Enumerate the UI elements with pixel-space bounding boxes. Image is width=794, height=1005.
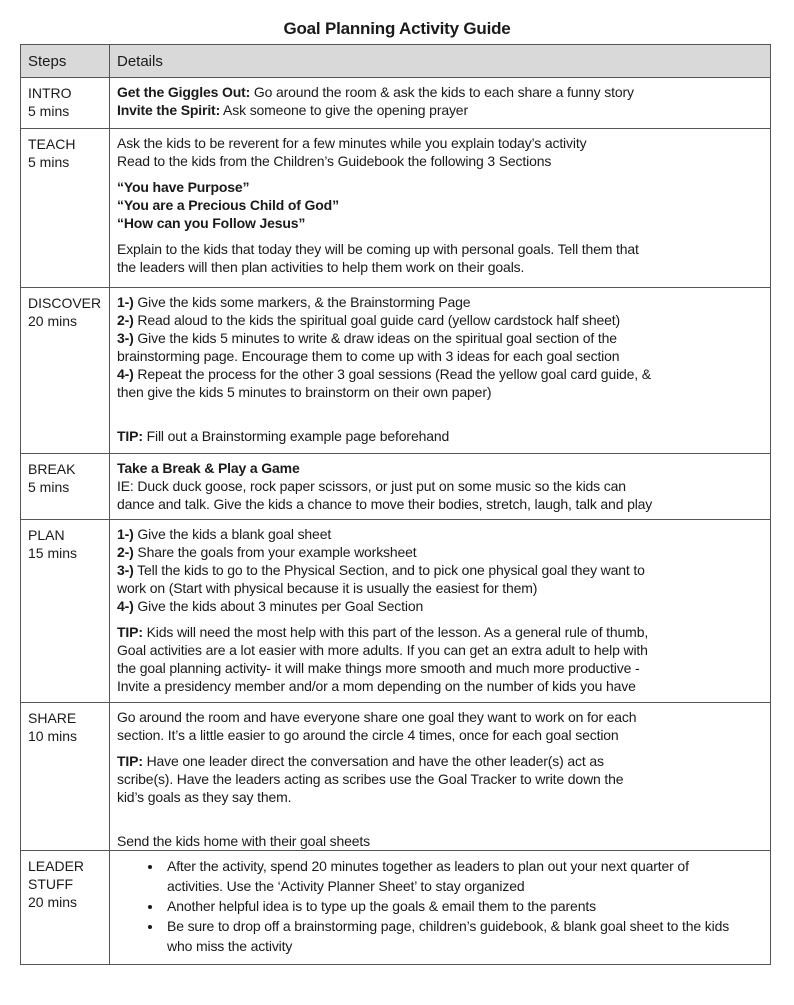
details-cell [110,520,771,703]
step-cell [21,129,110,288]
table-row [21,129,771,288]
step-label: 10 mins [28,728,78,744]
step-label: 20 mins [28,313,78,329]
detail-text: scribe(s). Have the leaders acting as scribes use the Goal Tracker to write down the [117,771,624,787]
detail-line [117,770,766,788]
activity-guide-table [20,44,771,965]
bold-label: 1-) [117,526,134,542]
detail-line [117,525,766,543]
detail-text: Kids will need the most help with this part of the lesson. As a general rule of thumb, [142,624,649,640]
step-cell [21,288,110,454]
detail-line [117,196,766,214]
detail-line [117,495,766,513]
table-row [21,703,771,851]
detail-line [117,427,766,445]
detail-line [117,258,766,276]
detail-paragraph [117,134,766,170]
detail-line [117,832,766,850]
header-steps: Steps [21,45,110,78]
detail-line [117,597,766,615]
bullet-item: • After the activity, spend 20 minutes together as leaders to plan out your next quarter of activities. Use the ‘Activity Planner Sheet’ to stay organized [163,856,737,896]
step-cell [21,78,110,129]
detail-line [117,579,766,597]
detail-line [117,641,766,659]
bold-label: “You have Purpose” [117,179,250,195]
detail-paragraph [117,832,766,850]
detail-line [117,477,766,495]
detail-text: then give the kids 5 minutes to brainstorm on their own paper) [117,384,492,400]
detail-line [117,83,766,101]
step-label: 15 mins [28,545,78,561]
bullet-list [117,856,766,956]
table-row [21,78,771,129]
step-label: DISCOVER [28,295,102,311]
step-label: BREAK [28,461,76,477]
detail-text: Go around the room & ask the kids to each share a funny story [250,84,634,100]
bold-label: Invite the Spirit: [117,102,221,118]
detail-text: kid’s goals as they say them. [117,789,292,805]
detail-text: Give the kids about 3 minutes per Goal Section [133,598,424,614]
bold-label: Take a Break & Play a Game [117,460,300,476]
detail-line [117,708,766,726]
details-cell [110,78,771,129]
detail-line [117,178,766,196]
bold-label: “How can you Follow Jesus” [117,215,306,231]
detail-line [117,659,766,677]
bold-label: TIP: [117,428,143,444]
step-label: 5 mins [28,154,70,170]
details-cell [110,851,771,965]
detail-line [117,240,766,258]
detail-line [117,459,766,477]
step-label: STUFF [28,876,74,892]
detail-paragraph [117,708,766,744]
detail-text: work on (Start with physical because it is usually the easiest for them) [117,580,538,596]
step-label: SHARE [28,710,77,726]
detail-line [117,152,766,170]
detail-line [117,561,766,579]
detail-line [117,365,766,383]
detail-line [117,311,766,329]
bold-label: 4-) [117,366,134,382]
detail-text: Explain to the kids that today they will be coming up with personal goals. Tell them that [117,241,639,257]
step-label: LEADER [28,858,85,874]
step-label: 20 mins [28,894,78,910]
step-label: TEACH [28,136,76,152]
detail-text: Fill out a Brainstorming example page beforehand [142,428,450,444]
detail-text: Go around the room and have everyone share one goal they want to work on for each [117,709,637,725]
detail-paragraph [117,83,766,119]
detail-paragraph [117,427,766,445]
step-label: 5 mins [28,103,70,119]
bold-label: TIP: [117,753,143,769]
table-row [21,520,771,703]
bold-label: 2-) [117,312,134,328]
detail-paragraph [117,459,766,513]
detail-paragraph [117,525,766,615]
step-cell [21,454,110,520]
detail-line [117,543,766,561]
bold-label: 3-) [117,330,134,346]
header-details: Details [110,45,771,78]
detail-text: Tell the kids to go to the Physical Section, and to pick one physical goal they want to [133,562,645,578]
detail-line [117,752,766,770]
table-row [21,288,771,454]
detail-paragraph [117,293,766,401]
detail-text: Have one leader direct the conversation and have the other leader(s) act as [142,753,604,769]
step-cell [21,851,110,965]
bold-label: 2-) [117,544,134,560]
bold-label: 1-) [117,294,134,310]
table-header-row [21,45,771,78]
detail-text: Ask someone to give the opening prayer [220,102,468,118]
detail-text: the goal planning activity- it will make things more smooth and much more productive - [117,660,640,676]
details-cell [110,454,771,520]
detail-text: Give the kids 5 minutes to write & draw ideas on the spiritual goal section of the [133,330,617,346]
detail-line [117,329,766,347]
detail-paragraph [117,752,766,806]
detail-text: Give the kids some markers, & the Brainstorming Page [133,294,471,310]
bullet-item: • Another helpful idea is to type up the goals & email them to the parents [163,896,737,916]
detail-paragraph [117,178,766,232]
detail-text: Goal activities are a lot easier with more adults. If you can get an extra adult to help with [117,642,648,658]
detail-line [117,347,766,365]
detail-line [117,677,766,695]
detail-text: Send the kids home with their goal sheets [117,833,371,849]
page-title: Goal Planning Activity Guide [283,19,511,38]
bold-label: 3-) [117,562,134,578]
detail-line [117,383,766,401]
detail-line [117,134,766,152]
bold-label: 4-) [117,598,134,614]
detail-text: Ask the kids to be reverent for a few minutes while you explain today’s activity [117,135,587,151]
detail-text: IE: Duck duck goose, rock paper scissors, or just put on some music so the kids can [117,478,626,494]
detail-line [117,214,766,232]
step-cell [21,703,110,851]
details-cell [110,129,771,288]
bold-label: Get the Giggles Out: [117,84,251,100]
detail-paragraph [117,240,766,276]
table-row [21,454,771,520]
detail-line [117,726,766,744]
detail-text: Read aloud to the kids the spiritual goal guide card (yellow cardstock half sheet) [133,312,621,328]
bold-label: “You are a Precious Child of God” [117,197,339,213]
detail-text: Share the goals from your example worksheet [133,544,417,560]
detail-line [117,293,766,311]
detail-paragraph [117,623,766,695]
detail-text: Read to the kids from the Children’s Guidebook the following 3 Sections [117,153,552,169]
step-label: 5 mins [28,479,70,495]
detail-text: Give the kids a blank goal sheet [133,526,332,542]
step-cell [21,520,110,703]
table-row [21,851,771,965]
bullet-item: • Be sure to drop off a brainstorming page, children’s guidebook, & blank goal sheet to the kids who miss the activity [163,916,737,956]
detail-text: dance and talk. Give the kids a chance to move their bodies, stretch, laugh, talk and play [117,496,653,512]
detail-text: Invite a presidency member and/or a mom depending on the number of kids you have [117,678,636,694]
detail-text: section. It’s a little easier to go around the circle 4 times, once for each goal section [117,727,619,743]
detail-text: Repeat the process for the other 3 goal sessions (Read the yellow goal card guide, & [133,366,651,382]
detail-text: brainstorming page. Encourage them to come up with 3 ideas for each goal section [117,348,620,364]
step-label: PLAN [28,527,65,543]
detail-line [117,788,766,806]
bold-label: TIP: [117,624,143,640]
detail-text: the leaders will then plan activities to help them work on their goals. [117,259,525,275]
details-cell [110,288,771,454]
step-label: INTRO [28,85,72,101]
detail-line [117,101,766,119]
details-cell [110,703,771,851]
detail-line [117,623,766,641]
